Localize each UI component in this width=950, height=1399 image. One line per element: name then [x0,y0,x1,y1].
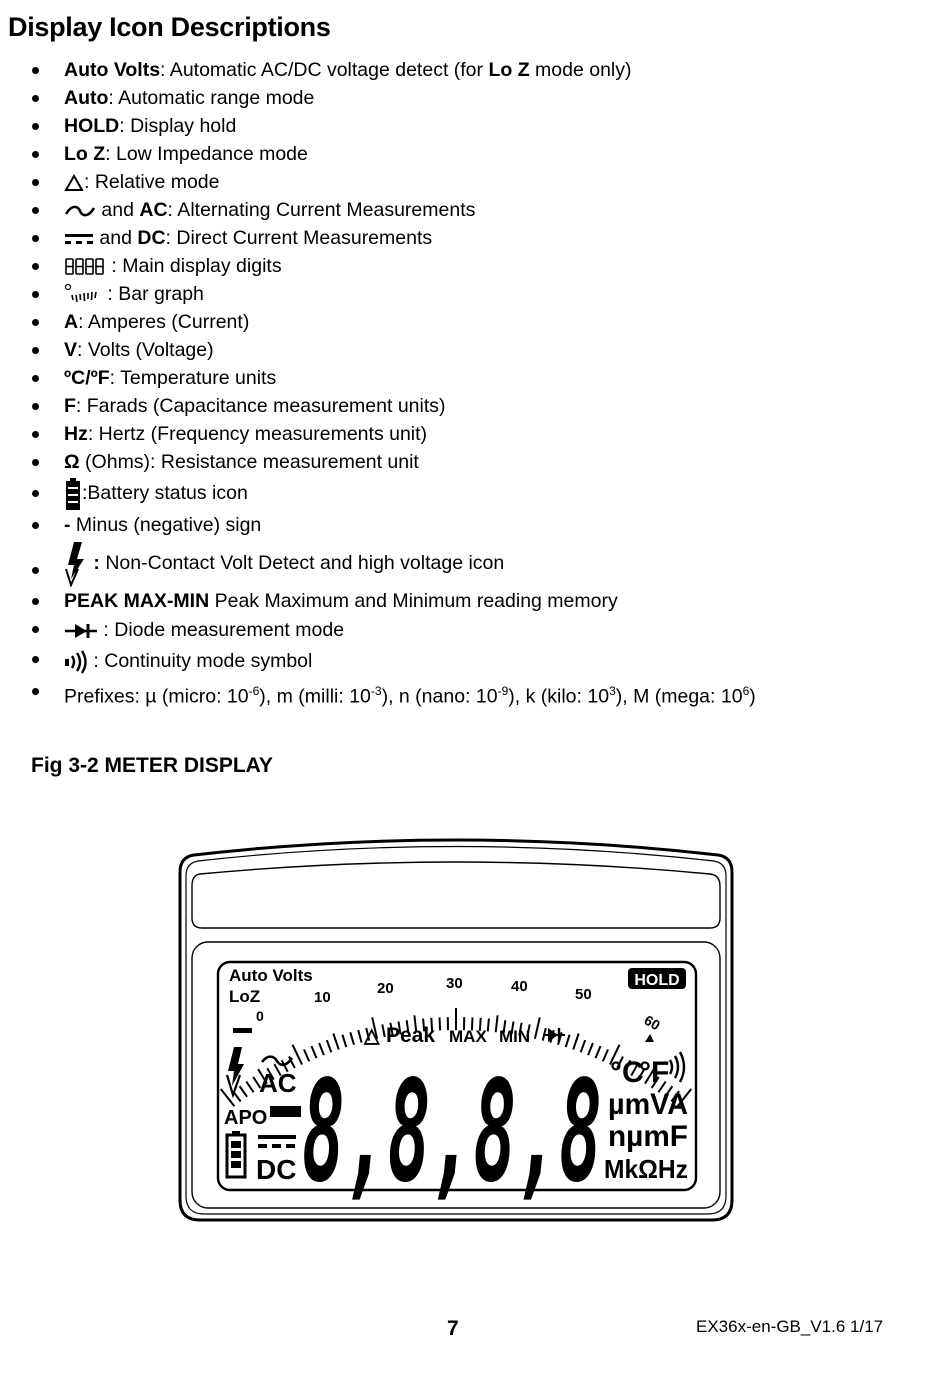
prefix-kilo: k (kilo: 10 [525,685,610,708]
list-item [30,448,930,476]
list-item [30,645,930,677]
item-term: V [64,339,78,361]
lcd-numf: nµmF [608,1120,688,1153]
item-text: Peak Maximum and Minimum reading memory [209,589,618,612]
list-item [30,196,930,224]
item-text: : Amperes (Current) [78,311,250,333]
lcd-degc: °C [610,1056,644,1089]
item-term: Lo Z [64,143,106,165]
item-term: Auto [64,87,109,109]
lcd-max: MAX [449,1027,487,1046]
list-item [30,392,930,420]
exponent: 6 [742,683,750,698]
bar-graph-icon [64,283,102,307]
bullet [32,656,39,663]
list-item [30,280,930,308]
item-text: : Relative mode [84,171,220,193]
bar-graph-tick [240,1086,248,1097]
prefix-nano: n (nano: 10 [398,685,498,708]
bullet [32,179,39,186]
bullet [32,319,39,326]
lcd-hold: HOLD [634,972,680,989]
lcd-umva: µmVA [608,1088,688,1121]
item-term: A [64,311,79,333]
item-text: mode only) [529,59,632,81]
item-text: : Direct Current Measurements [165,227,433,249]
bar-graph-tick [333,1034,339,1050]
lcd-ac-tilde [262,1057,292,1065]
list-item [30,252,930,280]
list-item [30,336,930,364]
scale-label-0: 0 [256,1008,264,1024]
lcd-digit-readout: 8,8,8,8 [302,1051,602,1214]
item-term: F [64,395,76,417]
bullet [32,95,39,102]
bullet [32,490,39,497]
lcd-dc: DC [256,1154,297,1185]
lightning-icon [64,541,88,587]
item-text: (Ohms): Resistance measurement unit [79,451,419,473]
bar-graph-tick [342,1035,346,1047]
list-item-prefixes [30,677,930,711]
item-text: : Display hold [119,115,237,137]
exponent: -9 [497,683,509,698]
exponent: -3 [370,683,382,698]
bar-graph-tick [246,1082,253,1093]
item-text: Non-Contact Volt Detect and high voltage icon [99,551,505,574]
item-text: and [96,199,140,221]
bullet [32,459,39,466]
bar-graph-tick [358,1030,361,1043]
item-text: :Battery status icon [82,482,248,504]
digits-icon [64,257,106,277]
list-item [30,511,930,539]
scale-label-20: 20 [377,980,394,997]
item-text: : Volts (Voltage) [77,339,214,361]
meter-display-figure [176,830,736,1225]
prefix-mega: M (mega: 10 [633,685,743,708]
lcd-auto-volts: Auto Volts [229,966,313,985]
bar-graph-tick [496,1015,498,1032]
item-text: : Temperature units [109,367,277,389]
bullet [32,347,39,354]
item-text: : Farads (Capacitance measurement units) [75,395,446,417]
bullet [32,207,39,214]
bullet [32,626,39,633]
item-term: Lo Z [488,59,530,81]
bullet [32,375,39,382]
list-item [30,420,930,448]
page-title: Display Icon Descriptions [8,12,331,42]
item-term: - [64,513,71,536]
lcd-mkohz: MkΩHz [604,1154,688,1184]
lcd-battery-icon [227,1131,245,1177]
scale-label-40: 40 [511,978,528,995]
item-text: : Bar graph [102,283,204,305]
list-item [30,308,930,336]
bar-graph-tick [603,1049,608,1061]
prefix-micro: µ (micro: 10 [145,685,249,708]
bullet [32,123,39,130]
bullet [32,688,39,695]
bar-graph-tick [440,1017,441,1030]
bar-graph-tick [293,1045,303,1065]
bar-graph-tick [566,1035,570,1047]
bullet [32,235,39,242]
item-text: Minus (negative) sign [70,513,262,536]
bar-graph-end-arrow [645,1034,654,1042]
bullet [32,403,39,410]
item-text: : Automatic AC/DC voltage detect (for [160,59,489,81]
page-number: 7 [447,1317,459,1340]
prefix-separator: ), [508,685,526,708]
item-term: HOLD [64,115,120,137]
lcd-dc-symbol [258,1135,296,1148]
lcd-delta: △ [364,1025,380,1047]
list-item [30,364,930,392]
delta-icon [64,174,84,192]
list-item [30,168,930,196]
item-term: AC [139,199,168,221]
item-term: Hz [64,423,88,445]
item-text: : Main display digits [106,255,282,277]
list-item [30,476,930,511]
prefix-separator: ), [259,685,277,708]
lcd-main-digits [302,1051,602,1214]
bullet [32,67,39,74]
bar-graph-tick [535,1017,540,1039]
exponent: -6 [248,683,260,698]
battery-icon [64,477,82,511]
item-term: Ω [64,451,80,473]
item-text: : Continuity mode symbol [88,649,313,672]
scale-label-60: 60 [641,1011,663,1034]
bullet [32,291,39,298]
prefix-separator: ), [615,685,634,708]
document-id: EX36x-en-GB_V1.6 1/17 [696,1317,884,1336]
bar-graph-tick [573,1034,579,1050]
list-item [30,587,930,615]
scale-label-30: 30 [446,975,463,992]
item-term: : [88,551,100,574]
prefix-milli: m (milli: 10 [276,685,371,708]
lcd-continuity-icon [670,1052,684,1082]
lcd-bargraph-minus [233,1028,252,1033]
icon-description-list [30,56,930,710]
lcd-degf: °F [639,1056,670,1089]
continuity-icon [64,650,88,674]
diode-icon [64,623,98,639]
bullet [32,598,39,605]
item-term: Auto Volts [64,59,161,81]
ac-tilde-icon [64,204,96,218]
item-term: PEAK MAX-MIN [64,589,210,612]
exponent: 3 [609,683,616,698]
lcd-lightning-icon [228,1047,244,1086]
bullet [32,522,39,529]
item-text: : Automatic range mode [108,87,315,109]
bullet [32,431,39,438]
list-item [30,539,930,587]
lcd-ac: AC [259,1068,297,1098]
bullet [32,567,39,574]
item-term: DC [137,227,166,249]
scale-label-10: 10 [314,989,331,1006]
item-term: ºC/ºF [64,367,110,389]
lcd-loz: LoZ [229,987,261,1006]
lcd-apo: APO [224,1107,268,1129]
meter-top-window [192,862,720,928]
list-item [30,84,930,112]
item-text: and [94,227,138,249]
figure-title: Fig 3-2 METER DISPLAY [31,754,273,777]
prefixes-label: Prefixes: [64,685,146,708]
bullet [32,263,39,270]
lcd-min: MIN [499,1027,531,1046]
lcd-peak: Peak [386,1024,436,1047]
item-text: : Hertz (Frequency measurements unit) [87,423,428,445]
item-text: : Diode measurement mode [98,618,345,641]
lcd-minus-sign [270,1106,301,1117]
list-item [30,112,930,140]
bullet [32,151,39,158]
prefix-separator: ) [749,685,756,708]
item-text: : Alternating Current Measurements [167,199,476,221]
scale-label-50: 50 [575,986,592,1003]
list-item [30,140,930,168]
bar-graph-tick [488,1019,489,1032]
bar-graph-tick [382,1024,385,1037]
bar-graph-tick [350,1032,354,1045]
list-item [30,224,930,252]
prefix-separator: ), [381,685,399,708]
list-item [30,615,930,645]
item-text: : Low Impedance mode [105,143,308,165]
list-item [30,56,930,84]
dc-symbol-icon [64,232,94,246]
